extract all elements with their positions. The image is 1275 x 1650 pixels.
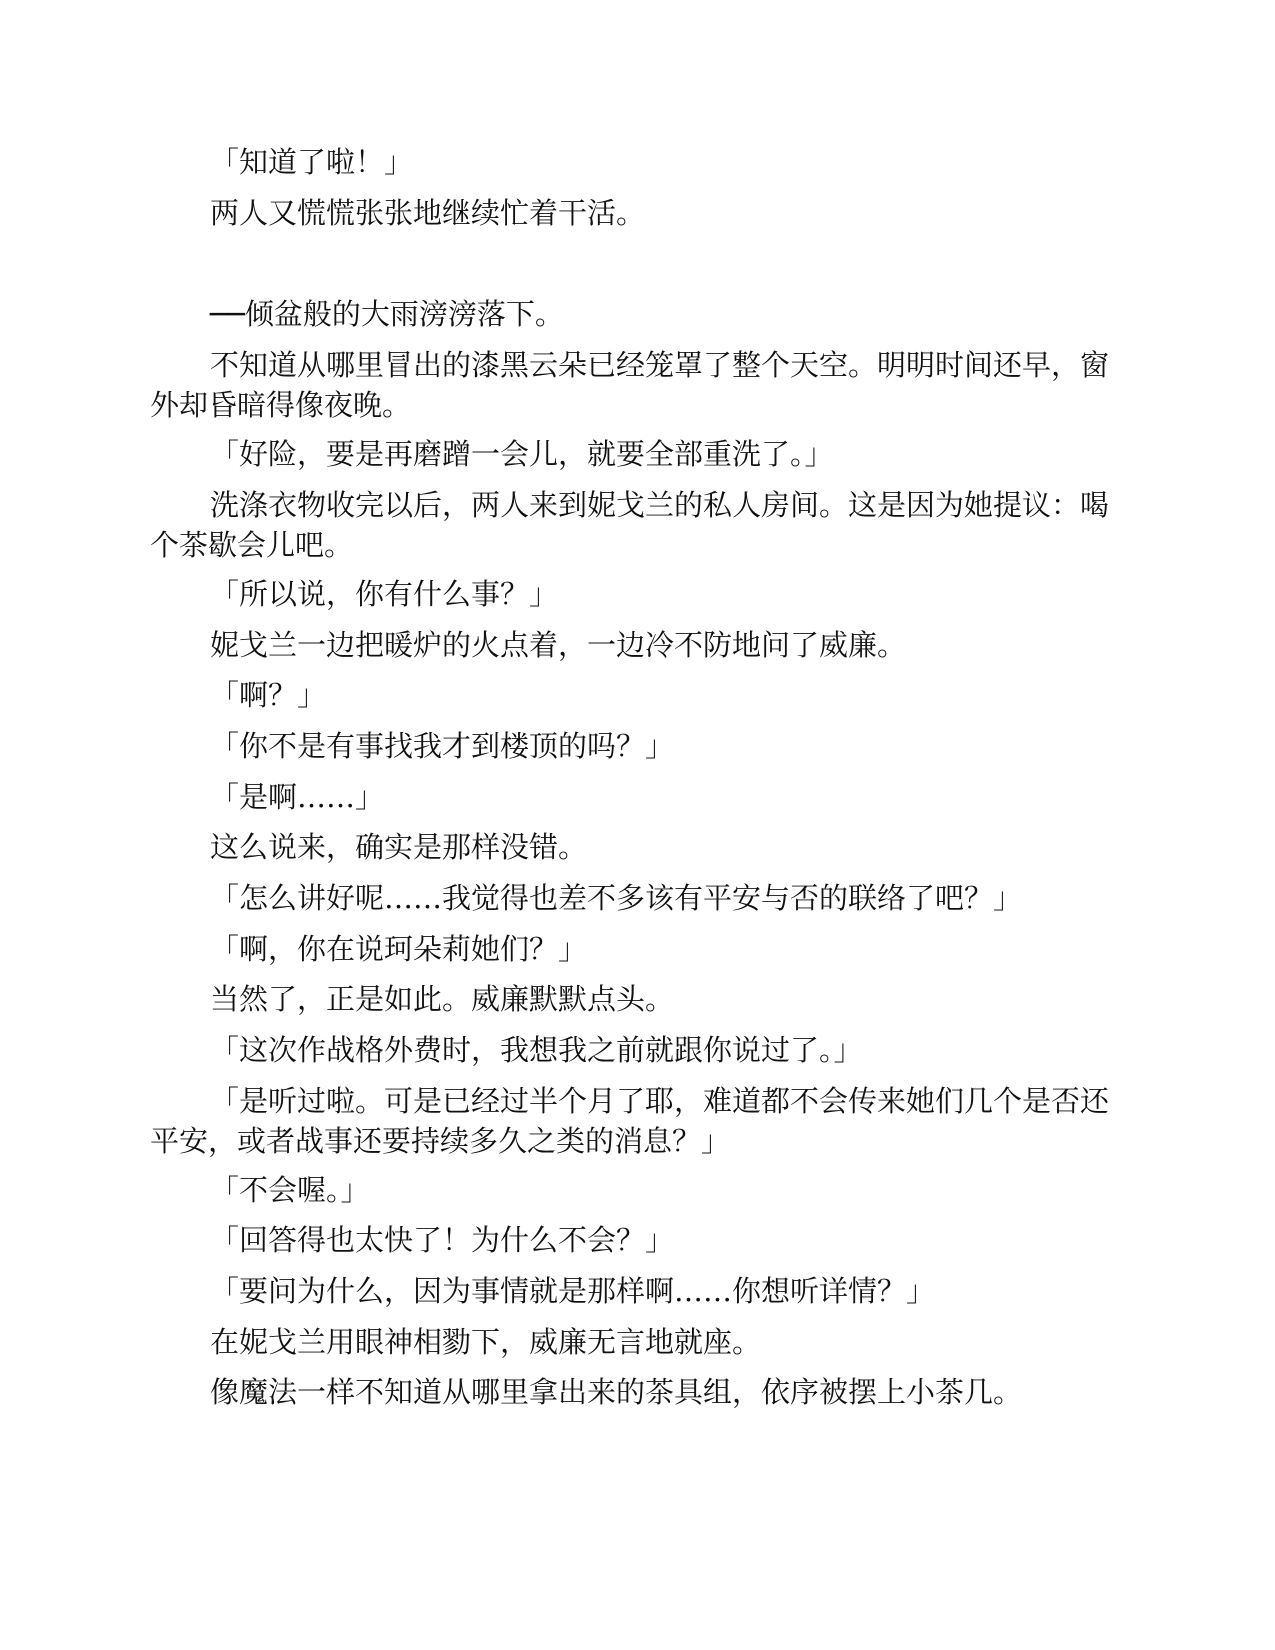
paragraph: 「好险，要是再磨蹭一会儿，就要全部重洗了。」 [210,437,834,471]
paragraph: ──倾盆般的大雨滂滂落下。 [210,297,564,331]
paragraph: 不知道从哪里冒出的漆黑云朵已经笼罩了整个天空。明明时间还早，窗外却昏暗得像夜晚。 [150,348,1110,422]
paragraph: 「啊？」 [210,678,327,712]
paragraph: 「知道了啦！」 [210,145,414,179]
paragraph: 「要问为什么，因为事情就是那样啊……你想听详情？」 [210,1274,936,1308]
paragraph: 「你不是有事找我才到楼顶的吗？」 [210,729,675,763]
paragraph: 「是啊……」 [210,780,385,814]
paragraph: 在妮戈兰用眼神相勠下，威廉无言地就座。 [210,1325,762,1359]
paragraph: 妮戈兰一边把暖炉的火点着，一边冷不防地问了威廉。 [210,628,907,662]
paragraph: 「怎么讲好呢……我觉得也差不多该有平安与否的联络了吧？」 [210,881,1023,915]
paragraph: 洗涤衣物收完以后，两人来到妮戈兰的私人房间。这是因为她提议：喝个茶歇会儿吧。 [150,488,1110,562]
paragraph: 「所以说，你有什么事？」 [210,577,559,611]
paragraph: 「是听过啦。可是已经过半个月了耶，难道都不会传来她们几个是否还平安，或者战事还要持续多久之类的消息？」 [150,1084,1110,1158]
paragraph: 当然了，正是如此。威廉默默点头。 [210,982,675,1016]
paragraph: 「不会喔。」 [210,1173,370,1207]
paragraph: 这么说来，确实是那样没错。 [210,830,588,864]
paragraph: 「这次作战格外费时，我想我之前就跟你说过了。」 [210,1033,863,1067]
paragraph: 两人又慌慌张张地继续忙着干活。 [210,196,646,230]
paragraph: 「回答得也太快了！为什么不会？」 [210,1223,675,1257]
paragraph: 像魔法一样不知道从哪里拿出来的茶具组，依序被摆上小茶几。 [210,1375,1023,1409]
paragraph: 「啊，你在说珂朵莉她们？」 [210,932,588,966]
